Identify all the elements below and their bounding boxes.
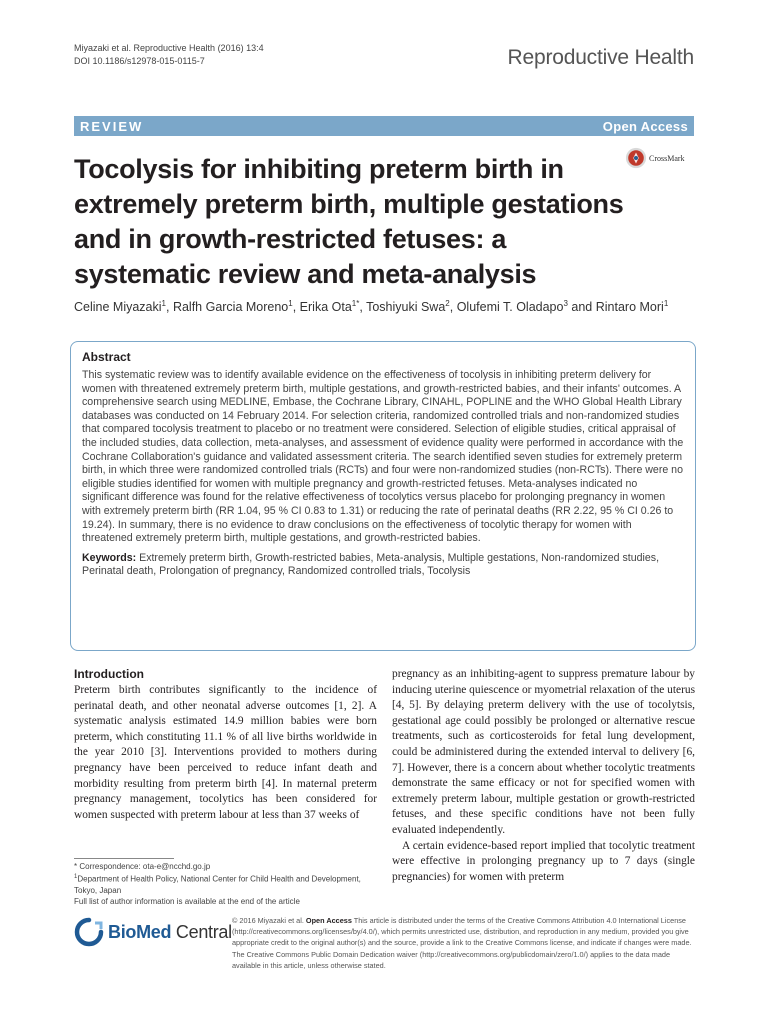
citation-line: Miyazaki et al. Reproductive Health (2016) 13:4 [74,43,264,53]
body-paragraph: Preterm birth contributes significantly to the incidence of perinatal death, and other neonatal adverse outcomes [1, 2]. A systematic analysis estimated 14.9 million babies were born preterm, which constituting 11.1 % of all live births worldwide in the year 2010 [3]. Interventions provided to mothers during pregnancy have been perceived to reduce infant death and morbidity resulting from preterm birth [4]. In maternal preterm pregnancy management, tocolytics has been considered for women suspected with preterm labour at less than 37 weeks of [74,684,377,821]
author-affiliation-mark: 2 [445,299,450,308]
doi-line[interactable]: DOI 10.1186/s12978-015-0115-7 [74,56,205,66]
correspondence-note[interactable]: * Correspondence: ota-e@ncchd.go.jp [74,862,211,871]
body-column-right [392,667,695,885]
article-title: Tocolysis for inhibiting preterm birth in extremely preterm birth, multiple gestations and in growth-restricted fetuses: a systematic review and meta-analysis [74,154,624,289]
journal-name: Reproductive Health [507,46,694,69]
license-prefix: © 2016 Miyazaki et al. [232,916,306,925]
footnotes [74,861,374,907]
author-affiliation-mark: 1 [161,299,166,308]
introduction-heading: Introduction [74,667,144,681]
author-affiliation-mark: 1* [351,299,360,308]
footnote-divider [74,858,174,859]
affiliation-text: Department of Health Policy, National Center for Child Health and Development, Tokyo, Japan [74,874,361,895]
biomed-central-logo-icon [74,917,104,947]
crossmark-icon [625,147,647,169]
body-paragraph: pregnancy as an inhibiting-agent to suppress premature labour by inducing uterine quiescence or myometrial relaxation of the uterus [4, 5]. By delaying preterm delivery with the use of tocolytsis, gestational age could possibly be prolonged or alternative rescue treatments, such as corticosteroids for fetal lung development, could be administered during the extended interval to delivery [6, 7]. However, there is a concern about whether tocolytic treatments demonstrate the same efficacy or not for specified women with extremely preterm labour, multiple gestation or growth-restricted fetuses, and these specific conditions have not been fully evaluated independently. [392,668,696,836]
author-name: Rintaro Mori [595,300,664,315]
keywords [82,552,685,579]
publisher-logo[interactable] [74,917,232,947]
license-statement [232,915,695,971]
author-separator: and [567,300,596,315]
open-access-label: Open Access [602,118,688,134]
author-affiliation-mark: 1 [663,299,669,308]
license-open-access: Open Access [305,916,352,925]
body-paragraph: A certain evidence-based report implied that tocolytic treatment were effective in prolonging pregnancy up to 7 days (single pregnancies) for women with preterm [392,839,695,883]
author-name: Toshiyuki Swa [366,300,446,315]
body-column-left [74,667,377,823]
article-type-banner [74,116,694,136]
citation-block [74,42,264,68]
author-separator: , [165,300,173,315]
publisher-name-bold: BioMed [108,921,172,942]
author-name: Olufemi T. Oladapo [456,300,564,315]
author-info-note: Full list of author information is available at the end of the article [74,896,300,906]
publisher-name-regular: Central [171,921,232,942]
keywords-text: Extremely preterm birth, Growth-restricted babies, Meta-analysis, Multiple gestations, Non-randomized studies, Perinatal death, Prolongation of pregnancy, Randomized controlled trials, Tocolysis [82,551,660,578]
crossmark-label: CrossMark [649,153,685,163]
author-separator: , [449,300,457,315]
author-name: Celine Miyazaki [74,300,162,315]
affiliation-mark: 1 [74,874,78,880]
affiliation-note [74,872,374,896]
keywords-label: Keywords: [82,551,137,564]
abstract-text: This systematic review was to identify available evidence on the effectiveness of tocolysis in inhibiting preterm delivery for women with threatened extremely preterm birth, multiple gestations, and growth-restricted babies, and their infants' outcomes. A comprehensive search using MEDLINE, Embase, the Cochrane Library, CINAHL, POPLINE and the WHO Global Health Library databases was conducted on 14 February 2014. For selection criteria, randomized controlled trials and non-randomized studies that compared tocolysis treatment to placebo or no treatment were considered. Selection of eligible studies, critical appraisal of the included studies, data collection, meta-analyses, and assessment of evidence quality were performed in accordance with the Cochrane Collaboration's guidance and validated assessment criteria. The search identified seven studies for extremely preterm birth, in which three were randomized controlled trials (RCTs) and four were non-randomized studies (non-RCTs). There were no eligible studies identified for women with multiple pregnancy and growth-restricted fetuses. Meta-analyses indicated no significant difference was found for the relative effectiveness of tocolytics versus placebo for prolonging pregnancy in women with extremely preterm birth (RR 1.04, 95 % CI 0.83 to 1.31) or reducing the rate of perinatal deaths (RR 2.22, 95 % CI 0.26 to 19.24). In summary, there is no evidence to draw conclusions on the effectiveness of tocolytic therapy for women with threatened extremely preterm birth, multiple gestations, and growth-restricted babies. [82,369,684,545]
author-name: Erika Ota [299,300,352,315]
author-name: Ralfh Garcia Moreno [172,300,289,315]
author-list [74,299,694,314]
author-separator: , [292,300,300,315]
author-affiliation-mark: 1 [288,299,293,308]
abstract-box [70,341,696,651]
author-affiliation-mark: 3 [563,299,568,308]
crossmark-badge[interactable] [625,147,685,169]
license-text: This article is distributed under the terms of the Creative Commons Attribution 4.0 International License (http://creativecommons.org/licenses/by/4.0/), which permits unrestricted use, distribution, and reproduction in any medium, provided you give appropriate credit to the original author(s) and the source, provide a link to the Creative Commons license, and indicate if changes were made. The Creative Commons Public Domain Dedication waiver (http://creativecommons.org/publicdomain/zero/1.0/) applies to the data made available in this article, unless otherwise stated. [232,916,692,970]
abstract-heading: Abstract [82,350,131,364]
author-separator: , [359,300,367,315]
article-type-label: REVIEW [80,118,144,134]
